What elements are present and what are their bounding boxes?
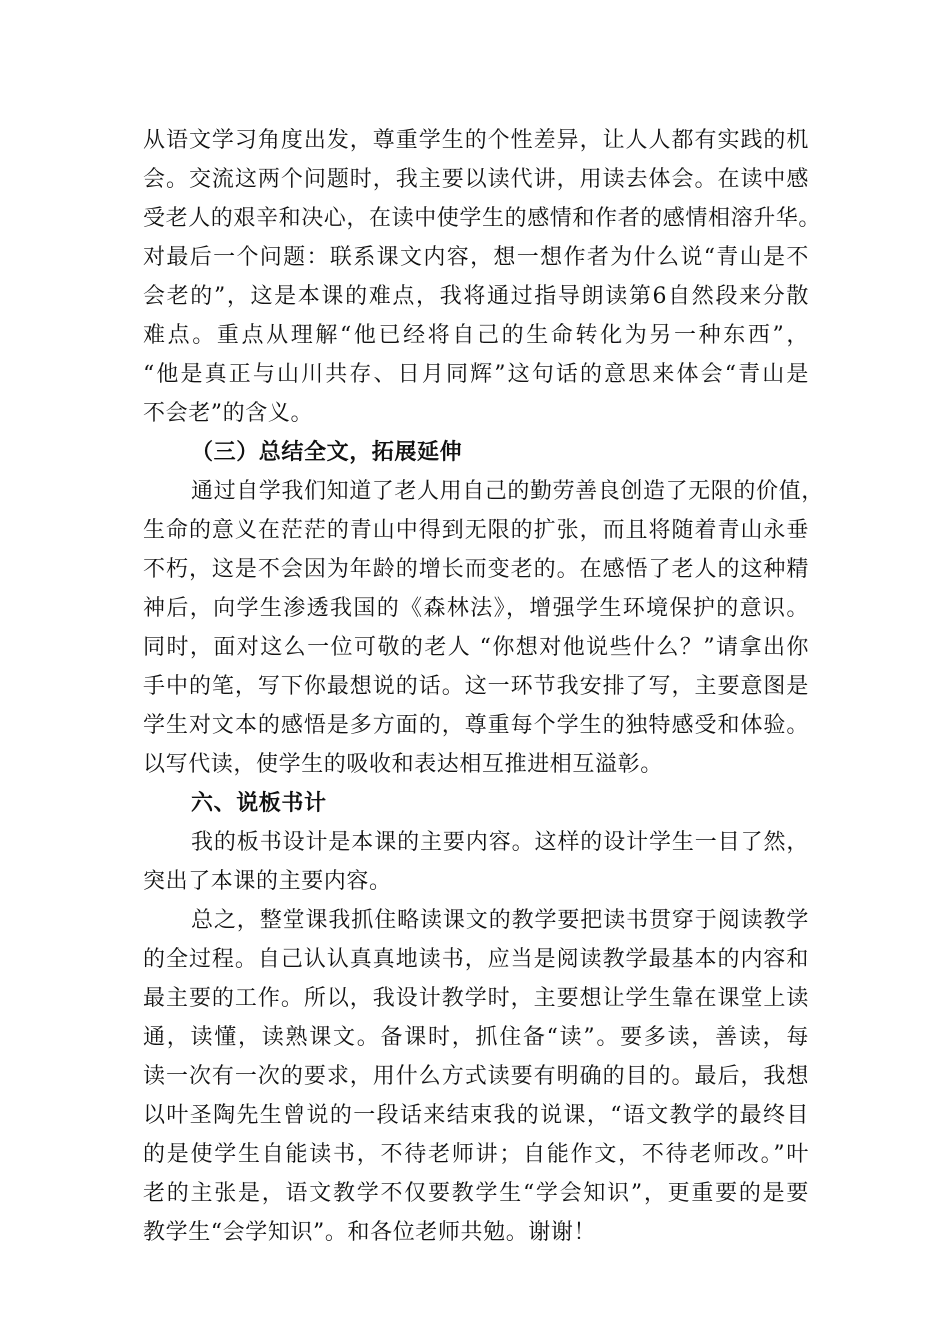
text-line: 通，读懂，读熟课文。备课时，抓住备“读”。要多读，善读，每 xyxy=(143,1025,809,1050)
text-line: 不会老”的含义。 xyxy=(143,401,314,426)
text-line: 从语文学习角度出发，尊重学生的个性差异，让人人都有实践的机 xyxy=(143,128,809,153)
text-line: 教学生“会学知识”。和各位老师共勉。谢谢！ xyxy=(143,1220,597,1245)
text-line: 不朽，这是不会因为年龄的增长而变老的。在感悟了老人的这种精 xyxy=(143,557,809,582)
text-line: 受老人的艰辛和决心，在读中使学生的感情和作者的感情相溶升华。 xyxy=(143,206,822,231)
text-line: 最主要的工作。所以，我设计教学时，主要想让学生靠在课堂上读 xyxy=(143,986,809,1011)
text-line: 学生对文本的感悟是多方面的，尊重每个学生的独特感受和体验。 xyxy=(143,713,809,738)
text-line: 以叶圣陶先生曾说的一段话来结束我的说课，“语文教学的最终目 xyxy=(143,1103,809,1128)
text-line: 以写代读，使学生的吸收和表达相互推进相互溢彰。 xyxy=(143,752,663,777)
section-heading: 六、说板书计 xyxy=(191,791,327,816)
text-line: 对最后一个问题：联系课文内容，想一想作者为什么说“青山是不 xyxy=(143,245,809,270)
section-heading: （三）总结全文，拓展延伸 xyxy=(191,440,463,465)
text-line: 生命的意义在茫茫的青山中得到无限的扩张，而且将随着青山永垂 xyxy=(143,518,809,543)
text-line: 同时，面对这么一位可敬的老人 “你想对他说些什么？”请拿出你 xyxy=(143,635,809,660)
paragraph-first-line: 通过自学我们知道了老人用自己的勤劳善良创造了无限的价值， xyxy=(191,479,824,504)
text-line: 的是使学生自能读书，不待老师讲；自能作文，不待老师改。”叶 xyxy=(143,1142,809,1167)
paragraph-first-line: 我的板书设计是本课的主要内容。这样的设计学生一目了然， xyxy=(191,830,809,855)
body-text xyxy=(143,121,824,1252)
text-line: 读一次有一次的要求，用什么方式读要有明确的目的。最后，我想 xyxy=(143,1064,809,1089)
paragraph-first-line: 总之，整堂课我抓住略读课文的教学要把读书贯穿于阅读教学 xyxy=(191,908,809,933)
text-line: 难点。重点从理解“他已经将自己的生命转化为另一种东西”， xyxy=(143,323,809,348)
text-line: 会老的”，这是本课的难点，我将通过指导朗读第6自然段来分散 xyxy=(143,284,809,309)
text-line: 手中的笔，写下你最想说的话。这一环节我安排了写，主要意图是 xyxy=(143,674,809,699)
text-line: 老的主张是，语文教学不仅要教学生“学会知识”，更重要的是要 xyxy=(143,1181,809,1206)
text-line: “他是真正与山川共存、日月同辉”这句话的意思来体会“青山是 xyxy=(143,362,809,387)
text-line: 神后，向学生渗透我国的《森林法》，增强学生环境保护的意识。 xyxy=(143,596,809,621)
text-line: 会。交流这两个问题时，我主要以读代讲，用读去体会。在读中感 xyxy=(143,167,809,192)
text-line: 突出了本课的主要内容。 xyxy=(143,869,392,894)
text-line: 的全过程。自己认认真真地读书，应当是阅读教学最基本的内容和 xyxy=(143,947,809,972)
